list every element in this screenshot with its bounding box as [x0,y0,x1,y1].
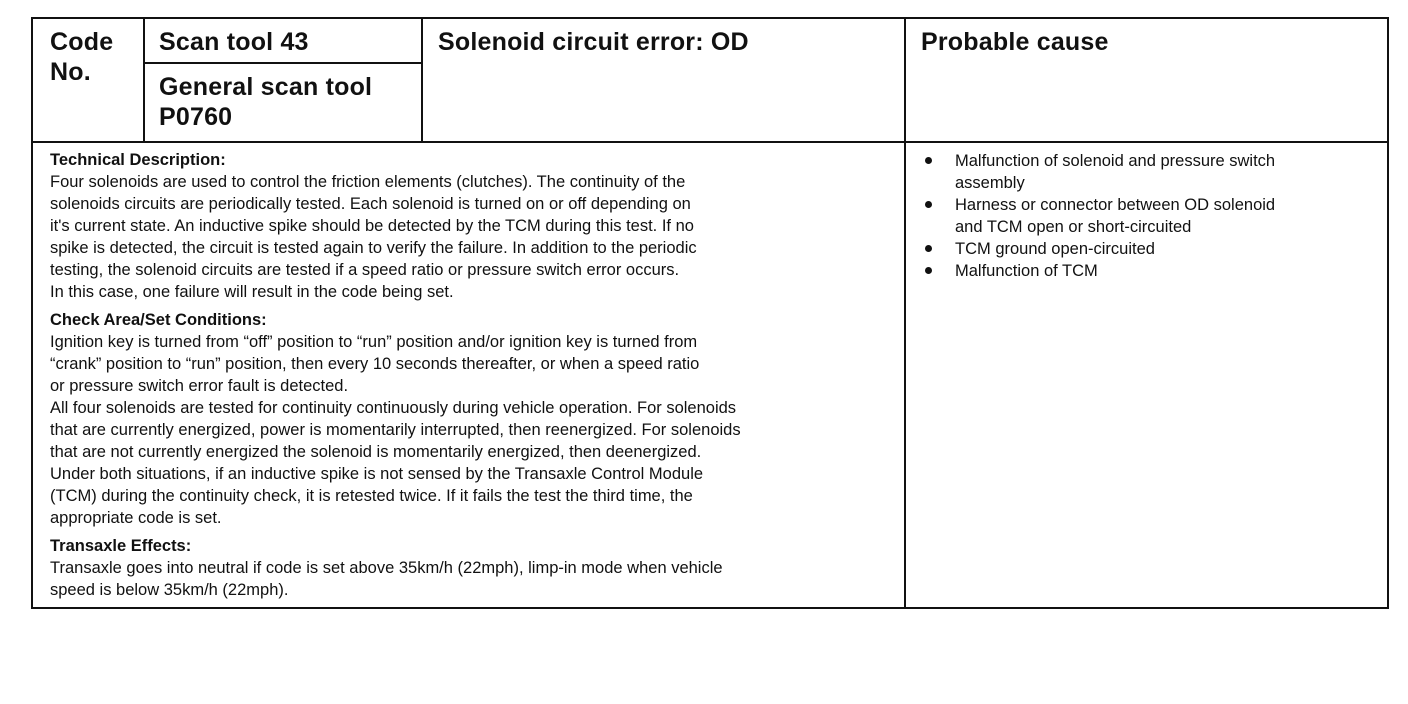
transaxle-effects-line: Transaxle goes into neutral if code is set above 35km/h (22mph), limp-in mode when vehicle [50,559,723,577]
check-area-line: All four solenoids are tested for continuity continuously during vehicle operation. For solenoids [50,399,737,417]
technical-description-line: testing, the solenoid circuits are tested if a speed ratio or pressure switch error occurs. [50,261,680,279]
probable-cause-label: Probable cause [921,28,1109,56]
code-no-label-line2: No. [50,58,91,86]
scan-tool-label: Scan tool 43 [159,28,309,56]
check-area-line: “crank” position to “run” position, then every 10 seconds thereafter, or when a speed ratio [50,355,700,373]
check-area-line: (TCM) during the continuity check, it is retested twice. If it fails the test the third time, the [50,487,693,505]
technical-description-line: In this case, one failure will result in the code being set. [50,283,454,301]
page-title: Solenoid circuit error: OD [438,28,749,56]
check-area-line: that are currently energized, power is momentarily interrupted, then reenergized. For solenoids [50,421,741,439]
general-scan-tool-label: General scan tool [159,73,373,101]
probable-cause-text: and TCM open or short-circuited [955,218,1192,236]
probable-cause-text: Harness or connector between OD solenoid [955,196,1276,214]
check-area-line: or pressure switch error fault is detected. [50,377,349,395]
cause-column-divider [904,19,906,609]
general-scan-tool-code: P0760 [159,103,233,131]
bullet-icon [925,157,932,164]
transaxle-effects-line: speed is below 35km/h (22mph). [50,581,289,599]
probable-cause-item [922,150,1377,194]
probable-cause-text: TCM ground open-circuited [955,240,1155,258]
probable-cause-text: assembly [955,174,1025,192]
scan-tool-column-divider [421,19,423,141]
transaxle-effects-heading: Transaxle Effects: [50,537,192,555]
bullet-icon [925,245,932,252]
description-column [50,150,886,601]
general-scan-tool-cell [159,72,372,132]
check-area-line: Under both situations, if an inductive spike is not sensed by the Transaxle Control Module [50,465,704,483]
technical-description-line: spike is detected, the circuit is tested again to verify the failure. In addition to the periodic [50,239,697,257]
probable-cause-item [922,238,1377,260]
section-gap [50,303,886,310]
diagnostic-code-table [31,17,1389,609]
technical-description-heading: Technical Description: [50,151,226,169]
technical-description-line: solenoids circuits are periodically tested. Each solenoid is turned on or off depending on [50,195,691,213]
probable-cause-item [922,260,1377,282]
check-area-line: that are not currently energized the solenoid is momentarily energized, then deenergized. [50,443,702,461]
code-column-divider [143,19,145,141]
probable-cause-item [922,194,1377,238]
header-bottom-rule [33,141,1387,143]
probable-cause-text: Malfunction of solenoid and pressure switch [955,152,1276,170]
technical-description-line: Four solenoids are used to control the friction elements (clutches). The continuity of the [50,173,686,191]
code-no-label-line1: Code [50,28,114,56]
bullet-icon [925,267,932,274]
check-area-line: Ignition key is turned from “off” position to “run” position and/or ignition key is turned from [50,333,698,351]
bullet-icon [925,201,932,208]
probable-cause-text: Malfunction of TCM [955,262,1098,280]
check-area-line: appropriate code is set. [50,509,222,527]
technical-description-line: it's current state. An inductive spike should be detected by the TCM during this test. If no [50,217,694,235]
probable-cause-list [922,150,1377,282]
section-gap [50,529,886,536]
check-area-heading: Check Area/Set Conditions: [50,311,267,329]
code-no-label [50,27,113,87]
scan-tool-row-divider [143,62,423,64]
